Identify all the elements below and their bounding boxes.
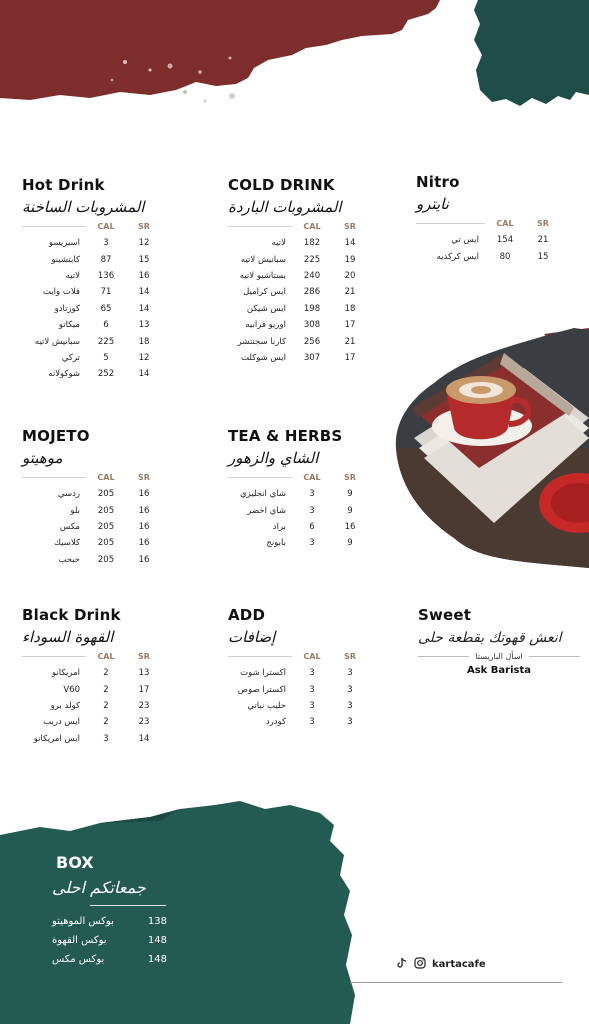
section-sweet	[418, 606, 580, 676]
instagram-icon[interactable]	[414, 957, 426, 972]
cal-header: CAL	[292, 652, 332, 662]
section-nitro	[416, 173, 561, 265]
coffee-photo	[394, 328, 589, 578]
tiktok-icon[interactable]	[396, 957, 408, 972]
top-teal-brush	[472, 0, 589, 112]
column-headers	[22, 222, 162, 232]
item-list	[22, 665, 162, 747]
menu-item: حبحب 205 16	[58, 554, 150, 565]
section-hot-drink	[22, 176, 162, 383]
cal-header: CAL	[86, 652, 126, 662]
cal-header: CAL	[292, 473, 332, 483]
menu-item: سبانيش لاتيه 225 19	[240, 254, 356, 265]
section-title-ar: الشاي والزهور	[228, 449, 319, 467]
menu-item: ايس امريكانو 3 14	[33, 733, 150, 744]
section-title: Sweet	[418, 606, 472, 624]
cal-header: CAL	[485, 219, 525, 229]
menu-item: V60 2 17	[63, 684, 150, 695]
menu-item: لاتيه 136 16	[65, 270, 150, 281]
menu-item: ايس كركديه 80 15	[436, 251, 549, 262]
section-title: TEA & HERBS	[228, 427, 343, 445]
menu-item: كابتشينو 87 15	[51, 254, 150, 265]
section-title: COLD DRINK	[228, 176, 335, 194]
section-tea-herbs	[228, 427, 368, 552]
column-headers	[22, 652, 162, 662]
social-divider	[350, 982, 562, 983]
section-black-drink	[22, 606, 162, 747]
menu-item: تركي 5 12	[61, 352, 150, 363]
section-title: Hot Drink	[22, 176, 105, 194]
menu-item: كودرد 3 3	[265, 717, 353, 728]
box-title: BOX	[56, 853, 94, 872]
cal-header: CAL	[86, 473, 126, 483]
menu-item: اكسترا صوص 3 3	[237, 684, 353, 695]
menu-item: لاتيه 182 14	[271, 238, 356, 249]
menu-item: اسبريسو 3 12	[48, 238, 150, 249]
section-title: MOJETO	[22, 427, 90, 445]
section-title-ar: نايترو	[416, 195, 449, 213]
column-headers	[22, 473, 162, 483]
column-headers	[416, 219, 561, 229]
menu-item: اوريو فرابيه 308 17	[245, 320, 356, 331]
section-cold-drink	[228, 176, 368, 366]
menu-item: بلو 205 16	[70, 505, 150, 516]
item-list	[228, 486, 368, 552]
sweet-slogan: انعش قهوتك بقطعة حلى	[418, 630, 562, 646]
divider	[90, 905, 166, 906]
section-box	[52, 853, 167, 969]
ask-barista-divider	[418, 652, 580, 661]
section-title-ar: القهوة السوداء	[22, 628, 114, 646]
cal-header: CAL	[86, 222, 126, 232]
menu-item: فلات وايت 71 14	[42, 287, 150, 298]
menu-item: حليب نباتي 3 3	[247, 700, 353, 711]
cal-header: CAL	[292, 222, 332, 232]
item-list	[228, 235, 368, 366]
social-handle[interactable]	[396, 957, 486, 972]
column-headers	[228, 652, 368, 662]
section-mojeto	[22, 427, 162, 568]
box-item-list	[52, 912, 167, 969]
menu-item: اكسترا شوت 3 3	[240, 668, 353, 679]
menu-item: ردسي 205 16	[57, 489, 150, 500]
section-title-ar: إضافات	[228, 628, 276, 646]
menu-item: ايس شوكلت 307 17	[241, 352, 356, 363]
menu-item: مكس 205 16	[59, 521, 150, 532]
menu-item: شاي انجليزي 3 9	[239, 489, 353, 500]
ask-barista-ar: اسأل الباريستا	[475, 652, 523, 661]
menu-item: شاي اخضر 3 9	[247, 505, 353, 516]
section-add	[228, 606, 368, 731]
ask-barista-label: Ask Barista	[466, 665, 532, 676]
sr-header: SR	[332, 473, 368, 483]
item-list	[22, 235, 162, 383]
social-handle-text: kartacafe	[432, 959, 486, 970]
column-headers	[228, 222, 368, 232]
top-maroon-brush	[0, 0, 445, 110]
sr-header: SR	[525, 219, 561, 229]
menu-item: ايس شيكن 198 18	[246, 303, 356, 314]
section-title-ar: موهيتو	[22, 449, 63, 467]
box-item: بوكس مكس 148	[52, 954, 167, 965]
menu-item: ايس تي 154 21	[451, 235, 549, 246]
item-list	[416, 232, 561, 265]
section-title: Nitro	[416, 173, 460, 191]
sr-header: SR	[332, 222, 368, 232]
menu-item: ايس كراميل 286 21	[243, 287, 356, 298]
menu-item: كولد برو 2 23	[50, 700, 150, 711]
sr-header: SR	[126, 473, 162, 483]
sr-header: SR	[332, 652, 368, 662]
menu-item: ميكاتو 6 13	[58, 320, 150, 331]
menu-item: كلاسيك 205 16	[54, 538, 150, 549]
menu-item: بابونج 3 9	[266, 538, 353, 549]
box-item: بوكس الموهيتو 138	[52, 916, 167, 927]
menu-item: شوكولاته 252 14	[48, 369, 150, 380]
section-title: ADD	[228, 606, 266, 624]
section-title-ar: المشروبات الباردة	[228, 198, 342, 216]
box-item: بوكس القهوة 148	[52, 935, 167, 946]
section-title: Black Drink	[22, 606, 121, 624]
menu-item: ايس دريب 2 23	[43, 717, 150, 728]
sr-header: SR	[126, 222, 162, 232]
menu-item: امريكانو 2 13	[51, 668, 150, 679]
section-title-ar: المشروبات الساخنة	[22, 198, 145, 216]
menu-item: سبانيش لاتيه 225 18	[34, 336, 150, 347]
menu-item: كارنا سجنتشر 256 21	[237, 336, 356, 347]
column-headers	[228, 473, 368, 483]
item-list	[22, 486, 162, 568]
menu-item: بستاشيو لاتيه 240 20	[239, 270, 356, 281]
item-list	[228, 665, 368, 731]
menu-item: كورتادو 65 14	[54, 303, 150, 314]
sr-header: SR	[126, 652, 162, 662]
box-title-ar: جمعاتكم احلى	[52, 878, 146, 897]
menu-item: براد 6 16	[272, 521, 356, 532]
